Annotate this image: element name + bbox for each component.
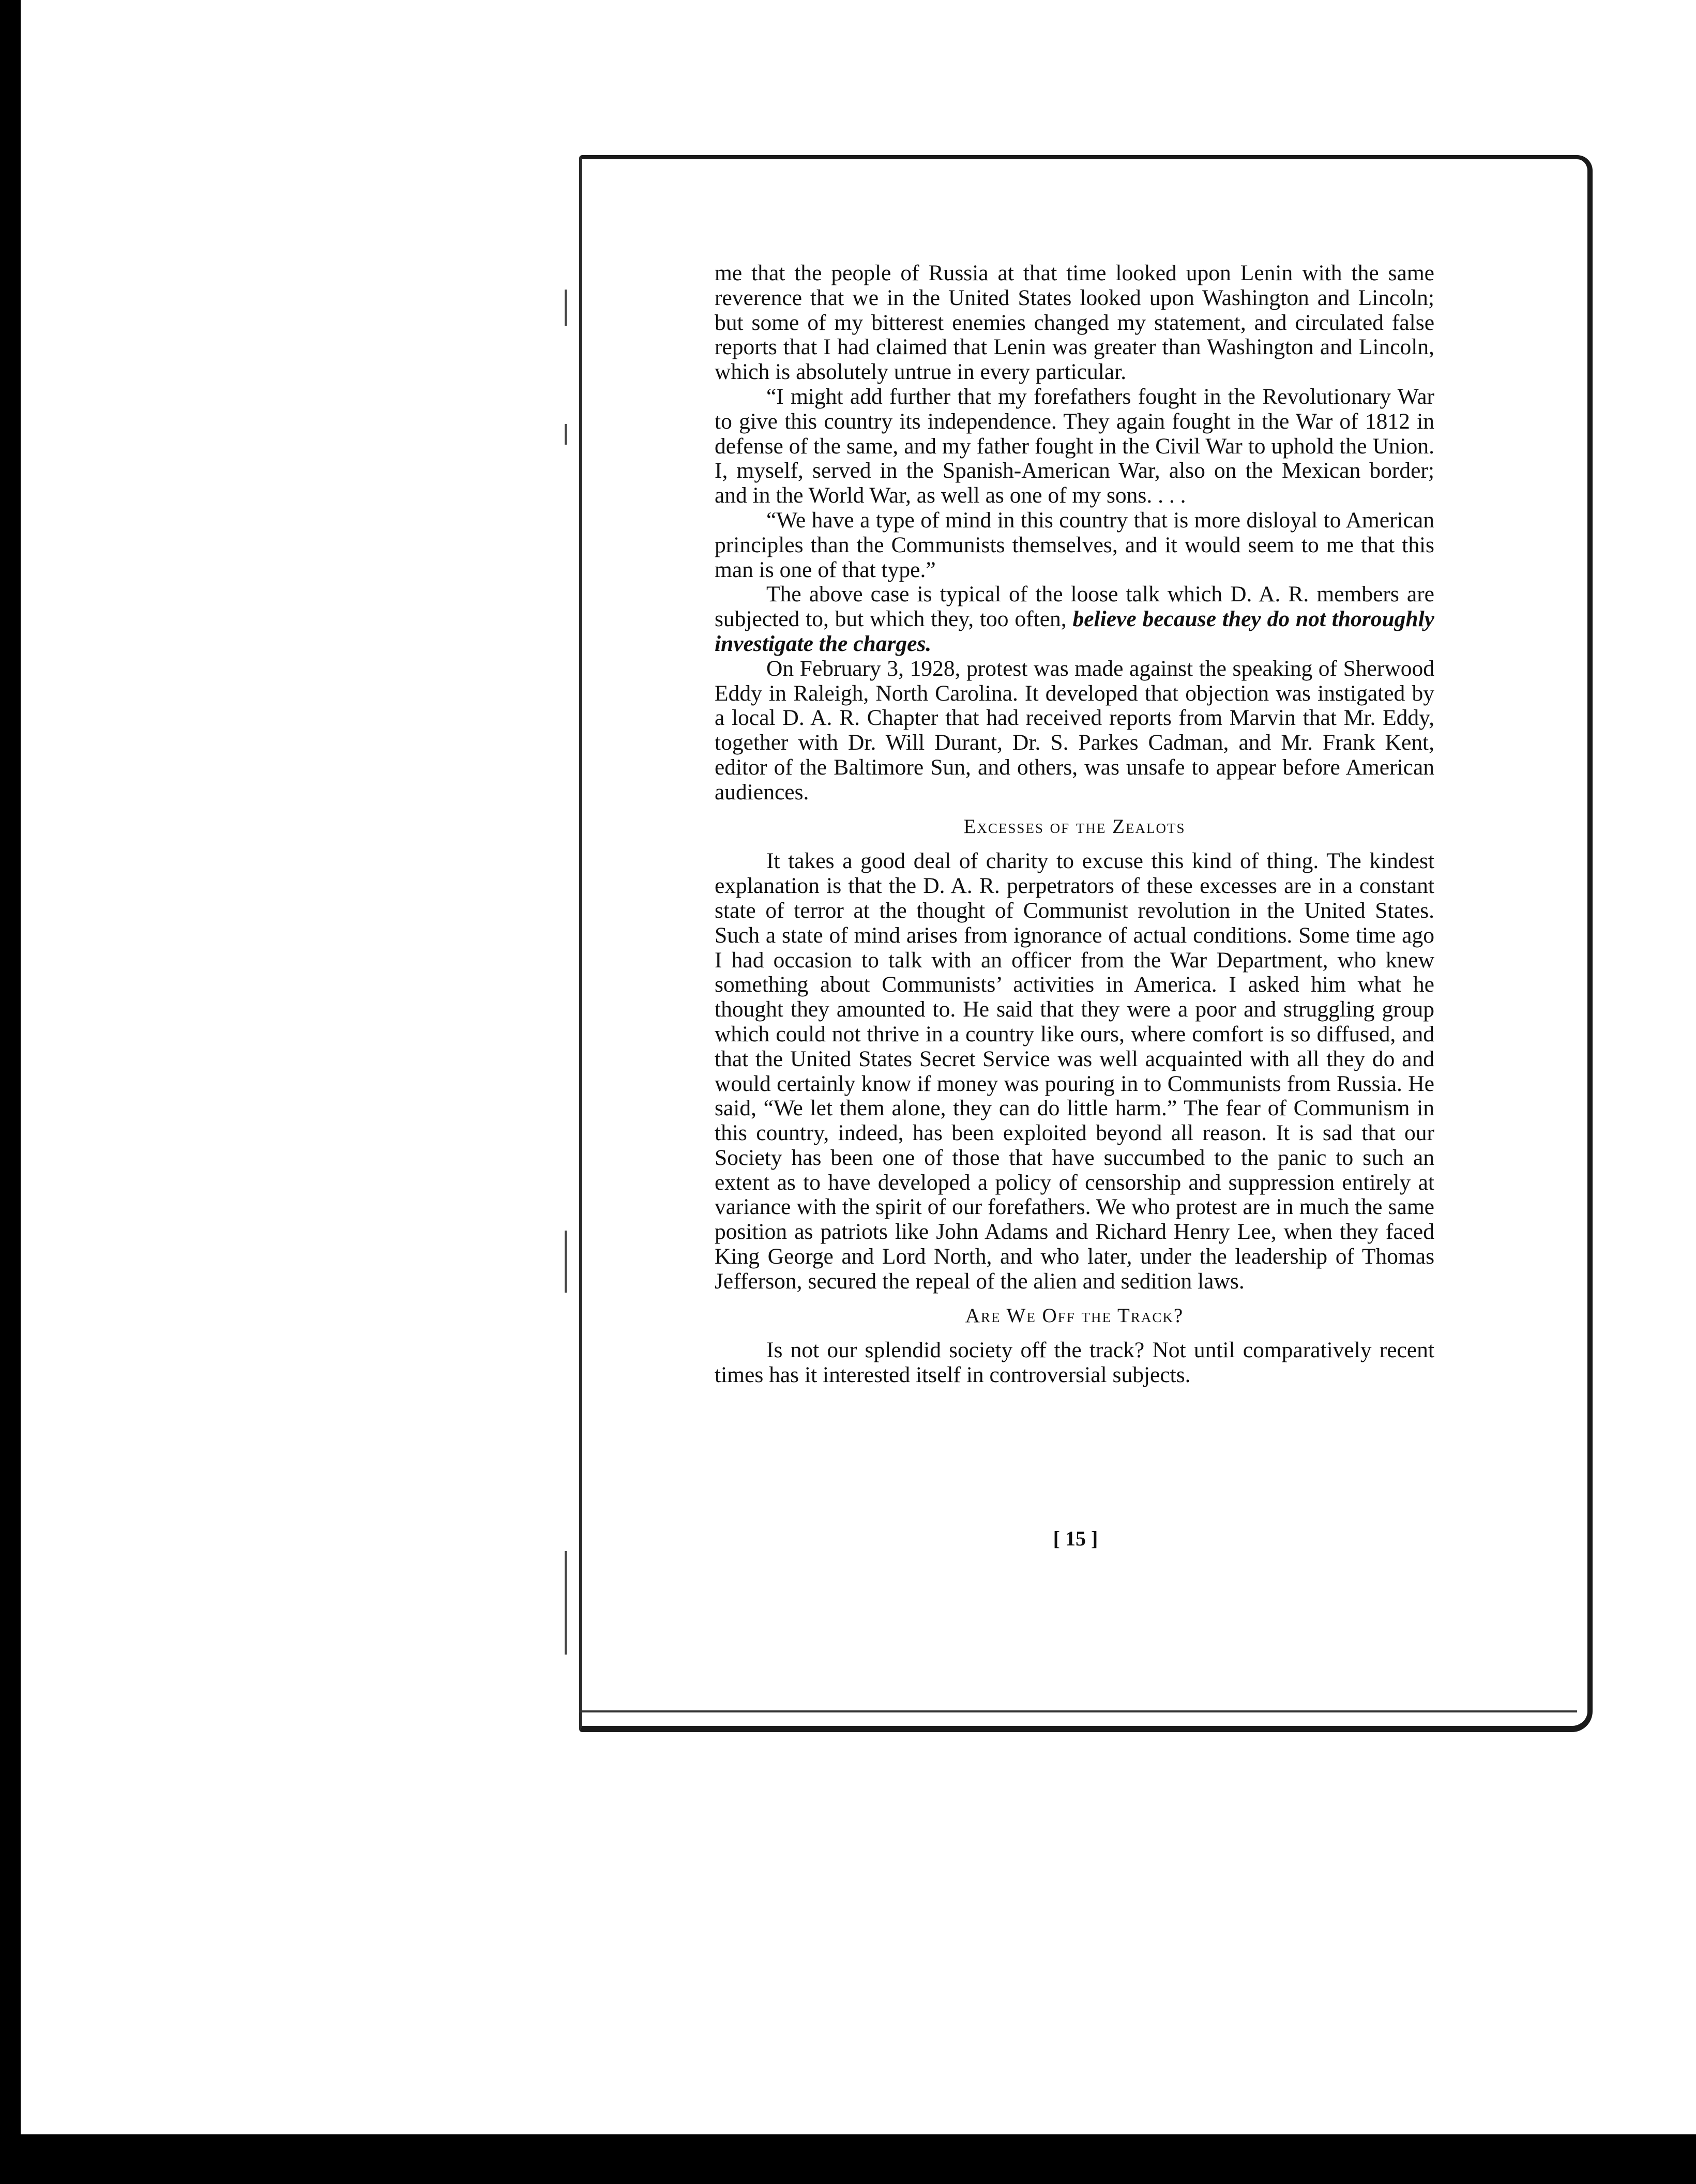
paragraph: On February 3, 1928, protest was made against the speaking of Sherwood Eddy in Raleigh, North Carolina. It developed that objection was instigated by a local D. A. R. Chapter that had received reports from Marvin that Mr. Eddy, together with Dr. Will Durant, Dr. S. Parkes Cadman, and Mr. Frank Kent, editor of the Baltimore Sun, and others, was unsafe to appear before American audiences. (715, 656, 1434, 805)
margin-mark (565, 424, 567, 445)
margin-mark (565, 1551, 567, 1655)
paragraph: “I might add further that my forefathers fought in the Revolutionary War to give this country its independence. They again fought in the War of 1812 in defense of the same, and my father fought in the Civil War to uphold the Union. I, myself, served in the Spanish-American War, also on the Mexican border; and in the World War, as well as one of my sons. . . . (715, 384, 1434, 508)
frame-bottom-shadow (579, 1710, 1577, 1712)
paragraph: me that the people of Russia at that time looked upon Lenin with the same reverence that we in the United States looked upon Washington and Lincoln; but some of my bitterest enemies changed my statement, and circulated false reports that I had claimed that Lenin was greater than Washington and Lincoln, which is absolutely untrue in every particular. (715, 261, 1434, 385)
margin-mark (565, 290, 567, 326)
paragraph-text: The above case is typical of the loose talk which D. A. R. members are subjected to, but which they, too often, (715, 582, 1434, 632)
paragraph: “We have a type of mind in this country that is more disloyal to American principles than the Communists themselves, and it would seem to me that this man is one of that type.” (715, 507, 1434, 582)
scan-border-bottom (0, 2134, 1696, 2184)
section-heading: Are We Off the Track? (965, 1304, 1184, 1327)
paragraph: Is not our splendid society off the track? Not until comparatively recent times has it interested itself in controversial subjects. (715, 1338, 1434, 1388)
scan-border-left (0, 0, 21, 2184)
italic-emphasis: believe because they do not thoroughly investigate the charges. (715, 606, 1434, 656)
paragraph: It takes a good deal of charity to excuse this kind of thing. The kindest explanation is that the D. A. R. perpetrators of these excesses are in a constant state of terror at the thought of Communist revolution in the United States. Such a state of mind arises from ignorance of actual conditions. Some time ago I had occasion to talk with an officer from the War Department, who knew something about Communists’ activities in America. I asked him what he thought they amounted to. He said that they were a poor and struggling group which could not thrive in a country like ours, where comfort is so diffused, and that the United States Secret Service was well acquainted with all they do and would certainly know if money was pouring in to Communists from Russia. He said, “We let them alone, they can do little harm.” The fear of Communism in this country, indeed, has been exploited beyond all reason. It is sad that our Society has been one of those that have succumbed to the panic to such an extent as to have developed a policy of censorship and suppression entirely at variance with the spirit of our forefathers. We who protest are in much the same position as patriots like John Adams and Richard Henry Lee, when they faced King George and Lord North, and who later, under the leadership of Thomas Jefferson, secured the repeal of the alien and sedition laws. (715, 848, 1434, 1294)
document-body (715, 261, 1434, 1388)
section-heading: Excesses of the Zealots (963, 815, 1186, 838)
margin-mark (565, 1231, 567, 1293)
paragraph (715, 582, 1434, 656)
page-number: [ 15 ] (1053, 1527, 1098, 1550)
